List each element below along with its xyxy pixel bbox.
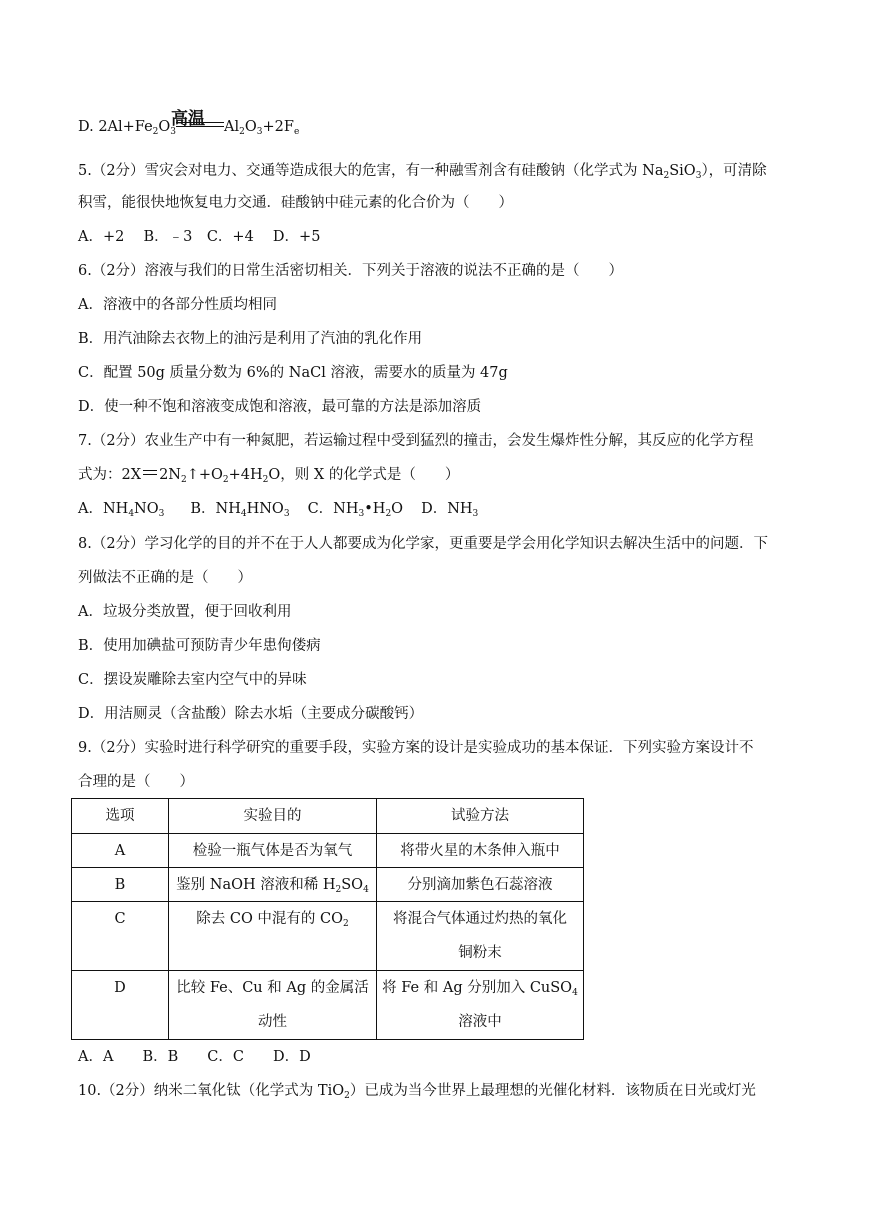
q8-option-d: D．用洁厕灵（含盐酸）除去水垢（主要成分碳酸钙）: [78, 706, 424, 722]
table-row: [72, 834, 584, 868]
table-cell: C: [72, 902, 169, 971]
q6-option-c: C．配置 50g 质量分数为 6%的 NaCl 溶液，需要水的质量为 47g: [78, 365, 508, 381]
q8-option-a: A．垃圾分类放置，便于回收利用: [78, 604, 292, 620]
table-row: [72, 971, 584, 1040]
q8-option-c: C．摆设炭雕除去室内空气中的异味: [78, 672, 307, 688]
table-cell: 将 Fe 和 Ag 分别加入 CuSO$_4$ 溶液中: [377, 971, 584, 1040]
table-cell: 将混合气体通过灼热的氧化 铜粉末: [377, 902, 584, 971]
double-line-arrow: [176, 122, 224, 127]
table-row: [72, 868, 584, 902]
table-row: [72, 902, 584, 971]
q7-stem-line2: 式为：2X $2N_2↑+O_2+4H_2O$，则 X 的化学式是（ ）: [78, 467, 460, 485]
q9-stem-line1: 9.（2分）实验时进行科学研究的重要手段，实验方案的设计是实验成功的基本保证．下列实验方案设计不: [78, 740, 754, 756]
table-header-row: [72, 799, 584, 834]
equals-sign: [143, 470, 157, 475]
q5-stem-line2: 积雪，能很快地恢复电力交通．硅酸钠中硅元素的化合价为（ ）: [78, 195, 513, 211]
table-cell: 除去 CO 中混有的 $CO_2$: [169, 902, 377, 971]
q6-stem: 6.（2分）溶液与我们的日常生活密切相关．下列关于溶液的说法不正确的是（ ）: [78, 263, 624, 279]
table-cell: 将带火星的木条伸入瓶中: [377, 834, 584, 868]
q10-stem-line1: 10.（2分）纳米二氧化钛（化学式为 TiO$_2$）已成为当今世界上最理想的光催化材料．该物质在日光或灯光: [78, 1083, 756, 1101]
table-cell: 检验一瓶气体是否为氧气: [169, 834, 377, 868]
table-cell: B: [72, 868, 169, 902]
q7-stem-line1: 7.（2分）农业生产中有一种氮肥，若运输过程中受到猛烈的撞击，会发生爆炸性分解，其反应的化学方程: [78, 433, 754, 449]
q5-stem-line1: 5.（2分）雪灾会对电力、交通等造成很大的危害，有一种融雪剂含有硅酸钠（化学式为 $Na_2SiO_3$），可清除: [78, 163, 767, 181]
q8-stem-line2: 列做法不正确的是（ ）: [78, 570, 252, 586]
table-cell: 比较 Fe、Cu 和 Ag 的金属活 动性: [169, 971, 377, 1040]
experiment-table: [71, 798, 584, 1040]
q6-option-a: A．溶液中的各部分性质均相同: [78, 297, 277, 313]
q9-stem-line2: 合理的是（ ）: [78, 774, 194, 790]
table-cell: 分别滴加紫色石蕊溶液: [377, 868, 584, 902]
table-header: 试验方法: [377, 799, 584, 834]
table-header: 实验目的: [169, 799, 377, 834]
table-cell: A: [72, 834, 169, 868]
q8-option-b: B．使用加碘盐可预防青少年患佝偻病: [78, 638, 321, 654]
table-cell: D: [72, 971, 169, 1040]
q6-option-d: D．使一种不饱和溶液变成饱和溶液，最可靠的方法是添加溶质: [78, 399, 482, 415]
q4-option-d: D. $2Al+Fe_2O_3$ $Al_2O_3+2F_e$: [78, 119, 300, 137]
q5-options: A．+2 B．﹣3 C．+4 D．+5: [78, 229, 321, 245]
q8-stem-line1: 8.（2分）学习化学的目的并不在于人人都要成为化学家，更重要是学会用化学知识去解决生活中的问题．下: [78, 536, 769, 552]
table-header: 选项: [72, 799, 169, 834]
q9-options: A．A B．B C．C D．D: [78, 1049, 311, 1065]
q6-option-b: B．用汽油除去衣物上的油污是利用了汽油的乳化作用: [78, 331, 423, 347]
q7-options: A．$NH_4NO_3$ B．$NH_4HNO_3$ C．$NH_3•H_2O$ D．$NH_3$: [78, 501, 479, 519]
reaction-condition: 高温: [171, 109, 205, 129]
table-cell: 鉴别 NaOH 溶液和稀 $H_2SO_4$: [169, 868, 377, 902]
